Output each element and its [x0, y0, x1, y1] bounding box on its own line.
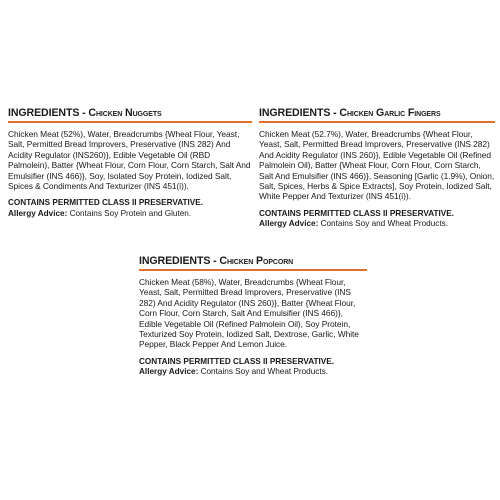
allergy-text: Contains Soy and Wheat Products.: [200, 367, 329, 377]
preservative-note: CONTAINS PERMITTED CLASS II PRESERVATIVE.: [139, 356, 335, 366]
preservative-note: CONTAINS PERMITTED CLASS II PRESERVATIVE.: [259, 208, 455, 218]
allergy-label: Allergy Advice:: [8, 208, 68, 218]
heading-prefix: INGREDIENTS -: [8, 107, 89, 119]
notes-block: [259, 209, 495, 230]
allergy-label: Allergy Advice:: [259, 219, 319, 229]
heading-product-name: Chicken Popcorn: [219, 255, 294, 267]
allergy-advice: [259, 219, 495, 229]
heading-underline: [259, 121, 495, 123]
ingredients-panel-garlic-fingers: [259, 106, 495, 230]
ingredients-text: Chicken Meat (52%), Water, Breadcrumbs {Wheat Flour, Yeast, Salt, Permitted Bread Improvers, Preservative (INS 282) And Acidity Regulator (INS260)}, Edible Vegetable Oil (RBD Palmolein), Batter {Wheat Flour, Corn Flour, Corn Starch, Salt And Emulsifier (INS 466)}, Soy, Isolated Soy Protein, Iodized Salt, Spices & Condiments And Texturizer (INS 451(i)).: [8, 129, 251, 192]
heading-prefix: INGREDIENTS -: [259, 107, 340, 119]
heading-product-name: Chicken Nuggets: [88, 107, 162, 119]
ingredients-text: Chicken Meat (52.7%), Water, Breadcrumbs {Wheat Flour, Yeast, Salt, Permitted Bread Improvers, Preservative (INS 282) And Acidity Regulator (INS 260)}, Edible Vegetable Oil (Refined Palmolein Oil), Batter {Wheat Flour, Corn Flour, Corn Starch, Salt And Emulsifier (INS 466)}, Seasoning [Garlic (1.9%), Onion, Salt, Spices, Herbs & Spice Extracts], Soy Protein, Iodized Salt, White Pepper And Texturizer (INS 451(i)).: [259, 129, 495, 202]
heading-product-name: Chicken Garlic Fingers: [339, 107, 441, 119]
notes-block: [8, 198, 252, 219]
allergy-advice: [139, 367, 367, 377]
allergy-advice: [8, 209, 252, 219]
panel-heading: [139, 254, 367, 268]
preservative-note: CONTAINS PERMITTED CLASS II PRESERVATIVE.: [8, 198, 204, 208]
allergy-label: Allergy Advice:: [139, 367, 199, 377]
ingredients-panel-popcorn: [139, 254, 367, 378]
ingredients-text: Chicken Meat (58%), Water, Breadcrumbs {Wheat Flour, Yeast, Salt, Permitted Bread Improvers, Preservative (INS 282) And Acidity Regulator (INS 260)}, Batter {Wheat Flour, Corn Flour, Corn Starch, Salt And Emulsifier (INS 466)}, Edible Vegetable Oil (Refined Palmolein Oil), Soy Protein, Texturized Soy Protein, Iodized Salt, Dextrose, Garlic, White Pepper, Black Pepper And Lemon Juice.: [139, 277, 359, 350]
notes-block: [139, 357, 367, 378]
heading-underline: [139, 269, 367, 271]
heading-prefix: INGREDIENTS -: [139, 255, 220, 267]
panel-heading: [259, 106, 495, 120]
heading-underline: [8, 121, 252, 123]
panel-heading: [8, 106, 252, 120]
ingredients-panel-nuggets: [8, 106, 252, 219]
allergy-text: Contains Soy Protein and Gluten.: [69, 208, 192, 218]
allergy-text: Contains Soy and Wheat Products.: [320, 219, 449, 229]
